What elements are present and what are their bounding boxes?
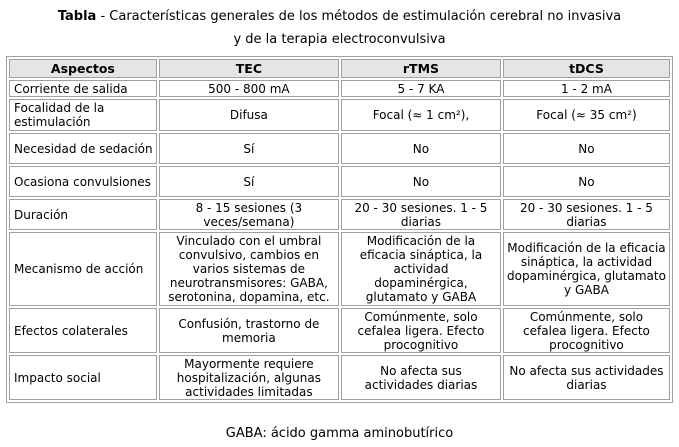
table-row [9, 355, 670, 400]
table-row [9, 166, 670, 197]
table-row [9, 80, 670, 97]
tdcs-cell: 20 - 30 sesiones. 1 - 5 diarias [503, 199, 670, 230]
caption-label: Tabla [57, 9, 97, 24]
tec-cell: 8 - 15 sesiones (3 veces/semana) [159, 199, 339, 230]
tdcs-cell: No afecta sus actividades diarias [503, 355, 670, 400]
footnote: GABA: ácido gamma aminobutírico [225, 426, 454, 441]
tec-cell: Sí [159, 133, 339, 164]
aspect-cell: Ocasiona convulsiones [9, 166, 157, 197]
tdcs-cell: Modificación de la eficacia sináptica, la actividad dopaminérgica, glutamato y GABA [503, 232, 670, 306]
aspect-cell: Corriente de salida [9, 80, 157, 97]
tec-cell: 500 - 800 mA [159, 80, 339, 97]
tdcs-cell: 1 - 2 mA [503, 80, 670, 97]
tdcs-cell: Comúnmente, solo cefalea ligera. Efecto procognitivo [503, 308, 670, 353]
aspect-cell: Impacto social [9, 355, 157, 400]
header-tec: TEC [159, 59, 339, 78]
table-row [9, 199, 670, 230]
tec-cell: Mayormente requiere hospitalización, algunas actividades limitadas [159, 355, 339, 400]
rtms-cell: 5 - 7 KA [341, 80, 501, 97]
aspect-cell: Mecanismo de acción [9, 232, 157, 306]
aspect-cell: Focalidad de la estimulación [9, 99, 157, 131]
rtms-cell: Comúnmente, solo cefalea ligera. Efecto procognitivo [341, 308, 501, 353]
tdcs-cell: No [503, 133, 670, 164]
header-aspectos: Aspectos [9, 59, 157, 78]
table-row [9, 232, 670, 306]
table-row [9, 133, 670, 164]
header-tdcs: tDCS [503, 59, 670, 78]
rtms-cell: 20 - 30 sesiones. 1 - 5 diarias [341, 199, 501, 230]
table-row [9, 308, 670, 353]
rtms-cell: No [341, 133, 501, 164]
rtms-cell: No afecta sus actividades diarias [341, 355, 501, 400]
aspect-cell: Necesidad de sedación [9, 133, 157, 164]
table-row [9, 99, 670, 131]
tec-cell: Vinculado con el umbral convulsivo, cambios en varios sistemas de neurotransmisores: GABA, serotonina, dopamina, etc. [159, 232, 339, 306]
tdcs-cell: No [503, 166, 670, 197]
header-row [9, 59, 670, 78]
header-rtms: rTMS [341, 59, 501, 78]
tec-cell: Sí [159, 166, 339, 197]
rtms-cell: No [341, 166, 501, 197]
caption-text: - Características generales de los métodos de estimulación cerebral no invasiva [96, 9, 622, 24]
aspect-cell: Duración [9, 199, 157, 230]
aspect-cell: Efectos colaterales [9, 308, 157, 353]
table-caption-line2: y de la terapia electroconvulsiva [233, 32, 446, 47]
rtms-cell: Modificación de la eficacia sináptica, la actividad dopaminérgica, glutamato y GABA [341, 232, 501, 306]
table-caption [0, 9, 679, 25]
tec-cell: Confusión, trastorno de memoria [159, 308, 339, 353]
rtms-cell: Focal (≈ 1 cm²), [341, 99, 501, 131]
tdcs-cell: Focal (≈ 35 cm²) [503, 99, 670, 131]
tec-cell: Difusa [159, 99, 339, 131]
comparison-table [6, 56, 673, 403]
